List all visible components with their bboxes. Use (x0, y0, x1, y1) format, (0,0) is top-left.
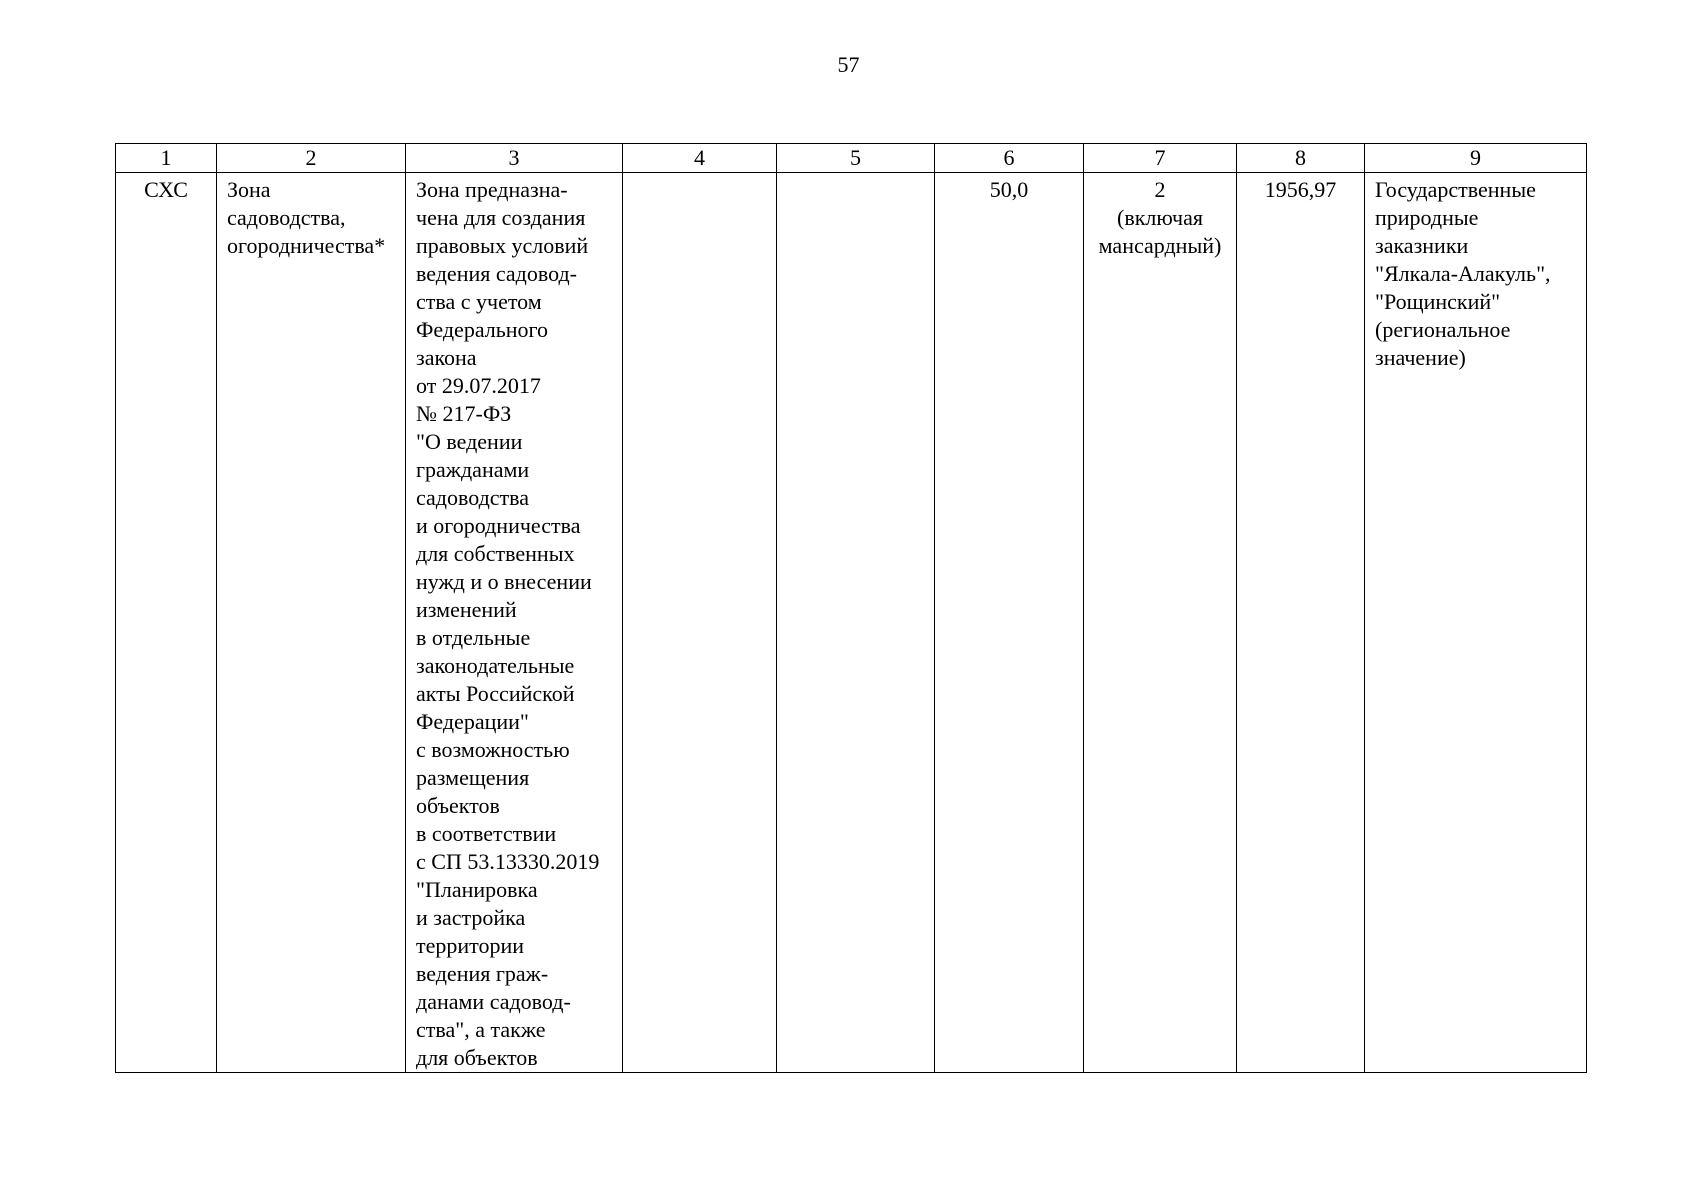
text-line: с СП 53.13330.2019 (416, 849, 600, 874)
header-col-6: 6 (935, 144, 1084, 173)
text-line: для собственных (416, 541, 575, 566)
text-line: чена для создания (416, 205, 586, 230)
text-line: "Рощинский" (1375, 289, 1501, 314)
text-line: с возможностью (416, 737, 570, 762)
header-col-9: 9 (1365, 144, 1587, 173)
text-line: гражданами (416, 457, 530, 482)
text-line: заказники (1375, 233, 1469, 258)
header-col-4: 4 (623, 144, 777, 173)
text-line: акты Российской (416, 681, 575, 706)
zone-code-cell: СХС (116, 173, 217, 1073)
text-line: территории (416, 933, 525, 958)
col-8-cell: 1956,97 (1237, 173, 1365, 1073)
floors-cell (1084, 173, 1237, 1073)
text-line: "О ведении (416, 429, 523, 454)
text-line: размещения (416, 765, 530, 790)
zoning-table (115, 143, 1587, 1073)
table-row (116, 173, 1587, 1073)
header-col-7: 7 (1084, 144, 1237, 173)
text-line: данами садовод- (416, 989, 571, 1014)
text-line: № 217-ФЗ (416, 401, 512, 426)
text-line: Государственные (1375, 177, 1536, 202)
text-line: ства с учетом (416, 289, 542, 314)
text-line: огородничества* (227, 233, 386, 258)
text-line: "Ялкала-Алакуль", (1375, 261, 1551, 286)
header-col-3: 3 (406, 144, 623, 173)
text-line: законодательные (416, 653, 575, 678)
text-line: Федерации" (416, 709, 529, 734)
text-line: ведения садовод- (416, 261, 577, 286)
text-line: правовых условий (416, 233, 589, 258)
text-line: от 29.07.2017 (416, 373, 541, 398)
header-col-8: 8 (1237, 144, 1365, 173)
text-line: закона (416, 345, 477, 370)
text-line: (региональное (1375, 317, 1511, 342)
text-line: Зона предназна- (416, 177, 568, 202)
col-6-cell: 50,0 (935, 173, 1084, 1073)
text-line: для объектов (416, 1045, 538, 1070)
text-line: садоводства, (227, 205, 346, 230)
text-line: садоводства (416, 485, 530, 510)
zone-description-cell (406, 173, 623, 1073)
text-line: "Планировка (416, 877, 538, 902)
col-4-cell (623, 173, 777, 1073)
text-line: Федерального (416, 317, 549, 342)
text-line: Зона (227, 177, 271, 202)
page-number: 57 (837, 52, 860, 77)
header-col-5: 5 (777, 144, 935, 173)
text-line: в отдельные (416, 625, 531, 650)
text-line: 2 (1154, 177, 1166, 202)
text-line: (включая (1117, 205, 1203, 230)
text-line: нужд и о внесении (416, 569, 592, 594)
text-line: мансардный) (1098, 233, 1222, 258)
text-line: ства", а также (416, 1017, 546, 1042)
text-line: природные (1375, 205, 1479, 230)
text-line: и застройка (416, 905, 526, 930)
restrictions-cell (1365, 173, 1587, 1073)
text-line: в соответствии (416, 821, 557, 846)
col-5-cell (777, 173, 935, 1073)
text-line: изменений (416, 597, 517, 622)
text-line: объектов (416, 793, 500, 818)
zone-name-cell (217, 173, 406, 1073)
text-line: значение) (1375, 345, 1466, 370)
text-line: и огородничества (416, 513, 581, 538)
header-col-2: 2 (217, 144, 406, 173)
table-header-row (116, 144, 1587, 173)
text-line: ведения граж- (416, 961, 549, 986)
header-col-1: 1 (116, 144, 217, 173)
